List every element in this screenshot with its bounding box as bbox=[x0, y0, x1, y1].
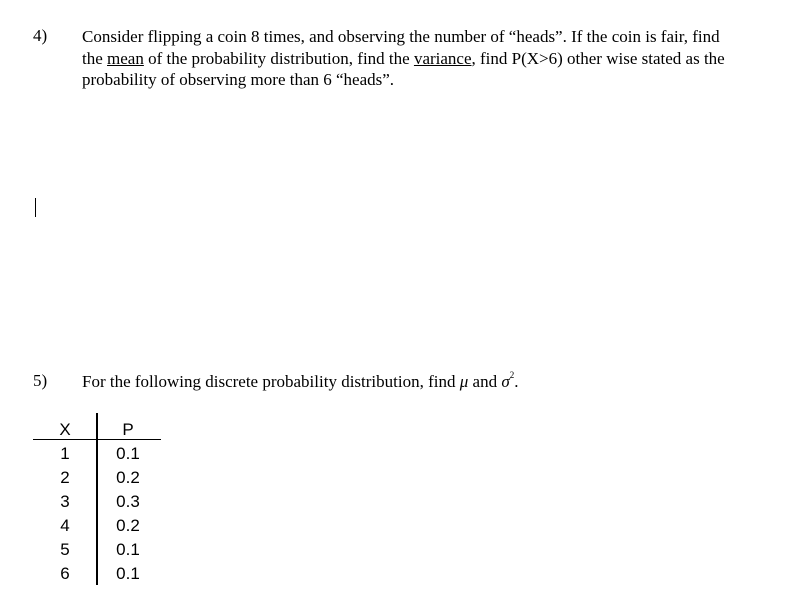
q5-text-part-1: For the following discrete probability distribution, find bbox=[82, 372, 460, 391]
table-p-value: 0.2 bbox=[116, 516, 140, 535]
table-x-value: 2 bbox=[60, 468, 70, 487]
q4-text-part-1: Consider flipping a coin 8 times, and observing the number of “heads”. If the coin is fair, find the bbox=[82, 27, 720, 68]
table-header-p: P bbox=[122, 420, 134, 439]
table-header-divider bbox=[33, 439, 161, 440]
table-x-value: 6 bbox=[60, 564, 70, 583]
question-4-text bbox=[82, 26, 742, 91]
question-4-number: 4) bbox=[33, 26, 48, 45]
text-cursor bbox=[35, 198, 36, 217]
q5-and: and bbox=[468, 372, 502, 391]
table-p-value: 0.1 bbox=[116, 540, 140, 559]
sigma-symbol: σ bbox=[501, 372, 510, 391]
table-p-value: 0.1 bbox=[116, 564, 140, 583]
table-header-x: X bbox=[59, 420, 71, 439]
question-5-number: 5) bbox=[33, 371, 48, 390]
q5-period: . bbox=[514, 372, 519, 391]
q4-variance-term: variance bbox=[413, 48, 472, 68]
q4-text-part-2: of the probability distribution, find the bbox=[143, 48, 414, 68]
table-x-value: 1 bbox=[60, 444, 70, 463]
table-x-value: 3 bbox=[60, 492, 70, 511]
table-x-value: 5 bbox=[60, 540, 70, 559]
table-x-value: 4 bbox=[60, 516, 70, 535]
table-p-value: 0.1 bbox=[116, 444, 140, 463]
mu-symbol: μ bbox=[459, 372, 469, 391]
sigma-exponent: 2 bbox=[509, 370, 515, 380]
q4-text-part-3: , find P(X>6) other wise stated as the probability of observing more than 6 “heads”. bbox=[82, 48, 725, 89]
q4-mean-term: mean bbox=[107, 48, 144, 68]
table-p-value: 0.3 bbox=[116, 492, 140, 511]
question-5-text bbox=[82, 371, 742, 393]
table-p-value: 0.2 bbox=[116, 468, 140, 487]
